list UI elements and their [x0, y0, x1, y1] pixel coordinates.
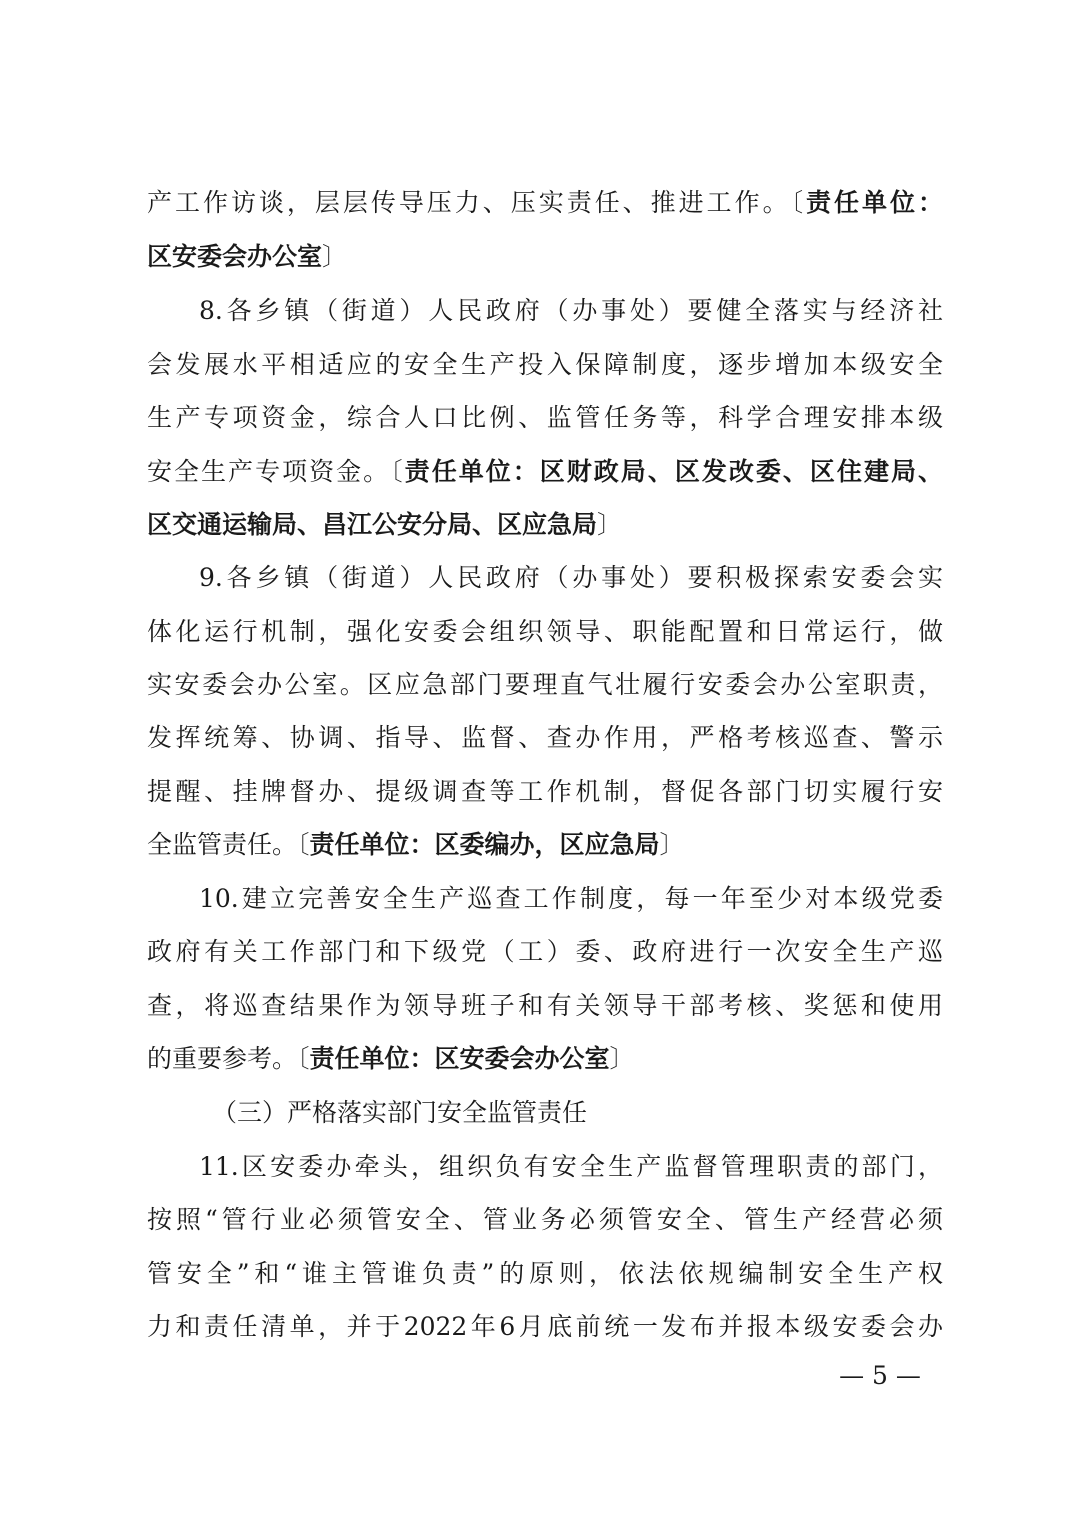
- text-line: 会发展水平相适应的安全生产投入保障制度，逐步增加本级安全: [147, 350, 943, 379]
- text-line: 的重要参考。〔责任单位：区安委会办公室〕: [147, 1044, 635, 1073]
- text-line: 力和责任清单，并于2022年6月底前统一发布并报本级安委会办: [147, 1312, 943, 1341]
- text-line: 实安委会办公室。区应急部门要理直气壮履行安委会办公室职责，: [147, 670, 943, 699]
- paragraph-10-line: 10.建立完善安全生产巡查工作制度，每一年至少对本级党委: [199, 884, 943, 913]
- text-line: 按照“管行业必须管安全、管业务必须管安全、管生产经营必须: [147, 1205, 943, 1234]
- text-line: 体化运行机制，强化安委会组织领导、职能配置和日常运行，做: [147, 617, 943, 646]
- text-line: 区安委会办公室〕: [147, 242, 348, 271]
- text-line: 发挥统筹、协调、指导、监督、查办作用，严格考核巡查、警示: [147, 723, 943, 752]
- text-line: 提醒、挂牌督办、提级调查等工作机制，督促各部门切实履行安: [147, 777, 943, 806]
- text-line: 产工作访谈，层层传导压力、压实责任、推进工作。〔责任单位：: [147, 188, 943, 217]
- paragraph-11-line: 11.区安委办牵头，组织负有安全生产监督管理职责的部门，: [199, 1152, 943, 1181]
- page-number: — 5 —: [839, 1361, 921, 1390]
- text-line: 安全生产专项资金。〔责任单位：区财政局、区发改委、区住建局、: [147, 457, 943, 486]
- text-line: 生产专项资金，综合人口比例、监管任务等，科学合理安排本级: [147, 403, 943, 432]
- text-line: 管安全”和“谁主管谁负责”的原则，依法依规编制安全生产权: [147, 1259, 943, 1288]
- section-heading: （三）严格落实部门安全监管责任: [212, 1098, 588, 1127]
- paragraph-8-line: 8.各乡镇（街道）人民政府（办事处）要健全落实与经济社: [199, 296, 943, 325]
- text-line: 全监管责任。〔责任单位：区委编办，区应急局〕: [147, 830, 685, 859]
- text-line: 查，将巡查结果作为领导班子和有关领导干部考核、奖惩和使用: [147, 991, 943, 1020]
- text-line: 区交通运输局、昌江公安分局、区应急局〕: [147, 510, 623, 539]
- paragraph-9-line: 9.各乡镇（街道）人民政府（办事处）要积极探索安委会实: [199, 563, 943, 592]
- text-line: 政府有关工作部门和下级党（工）委、政府进行一次安全生产巡: [147, 937, 943, 966]
